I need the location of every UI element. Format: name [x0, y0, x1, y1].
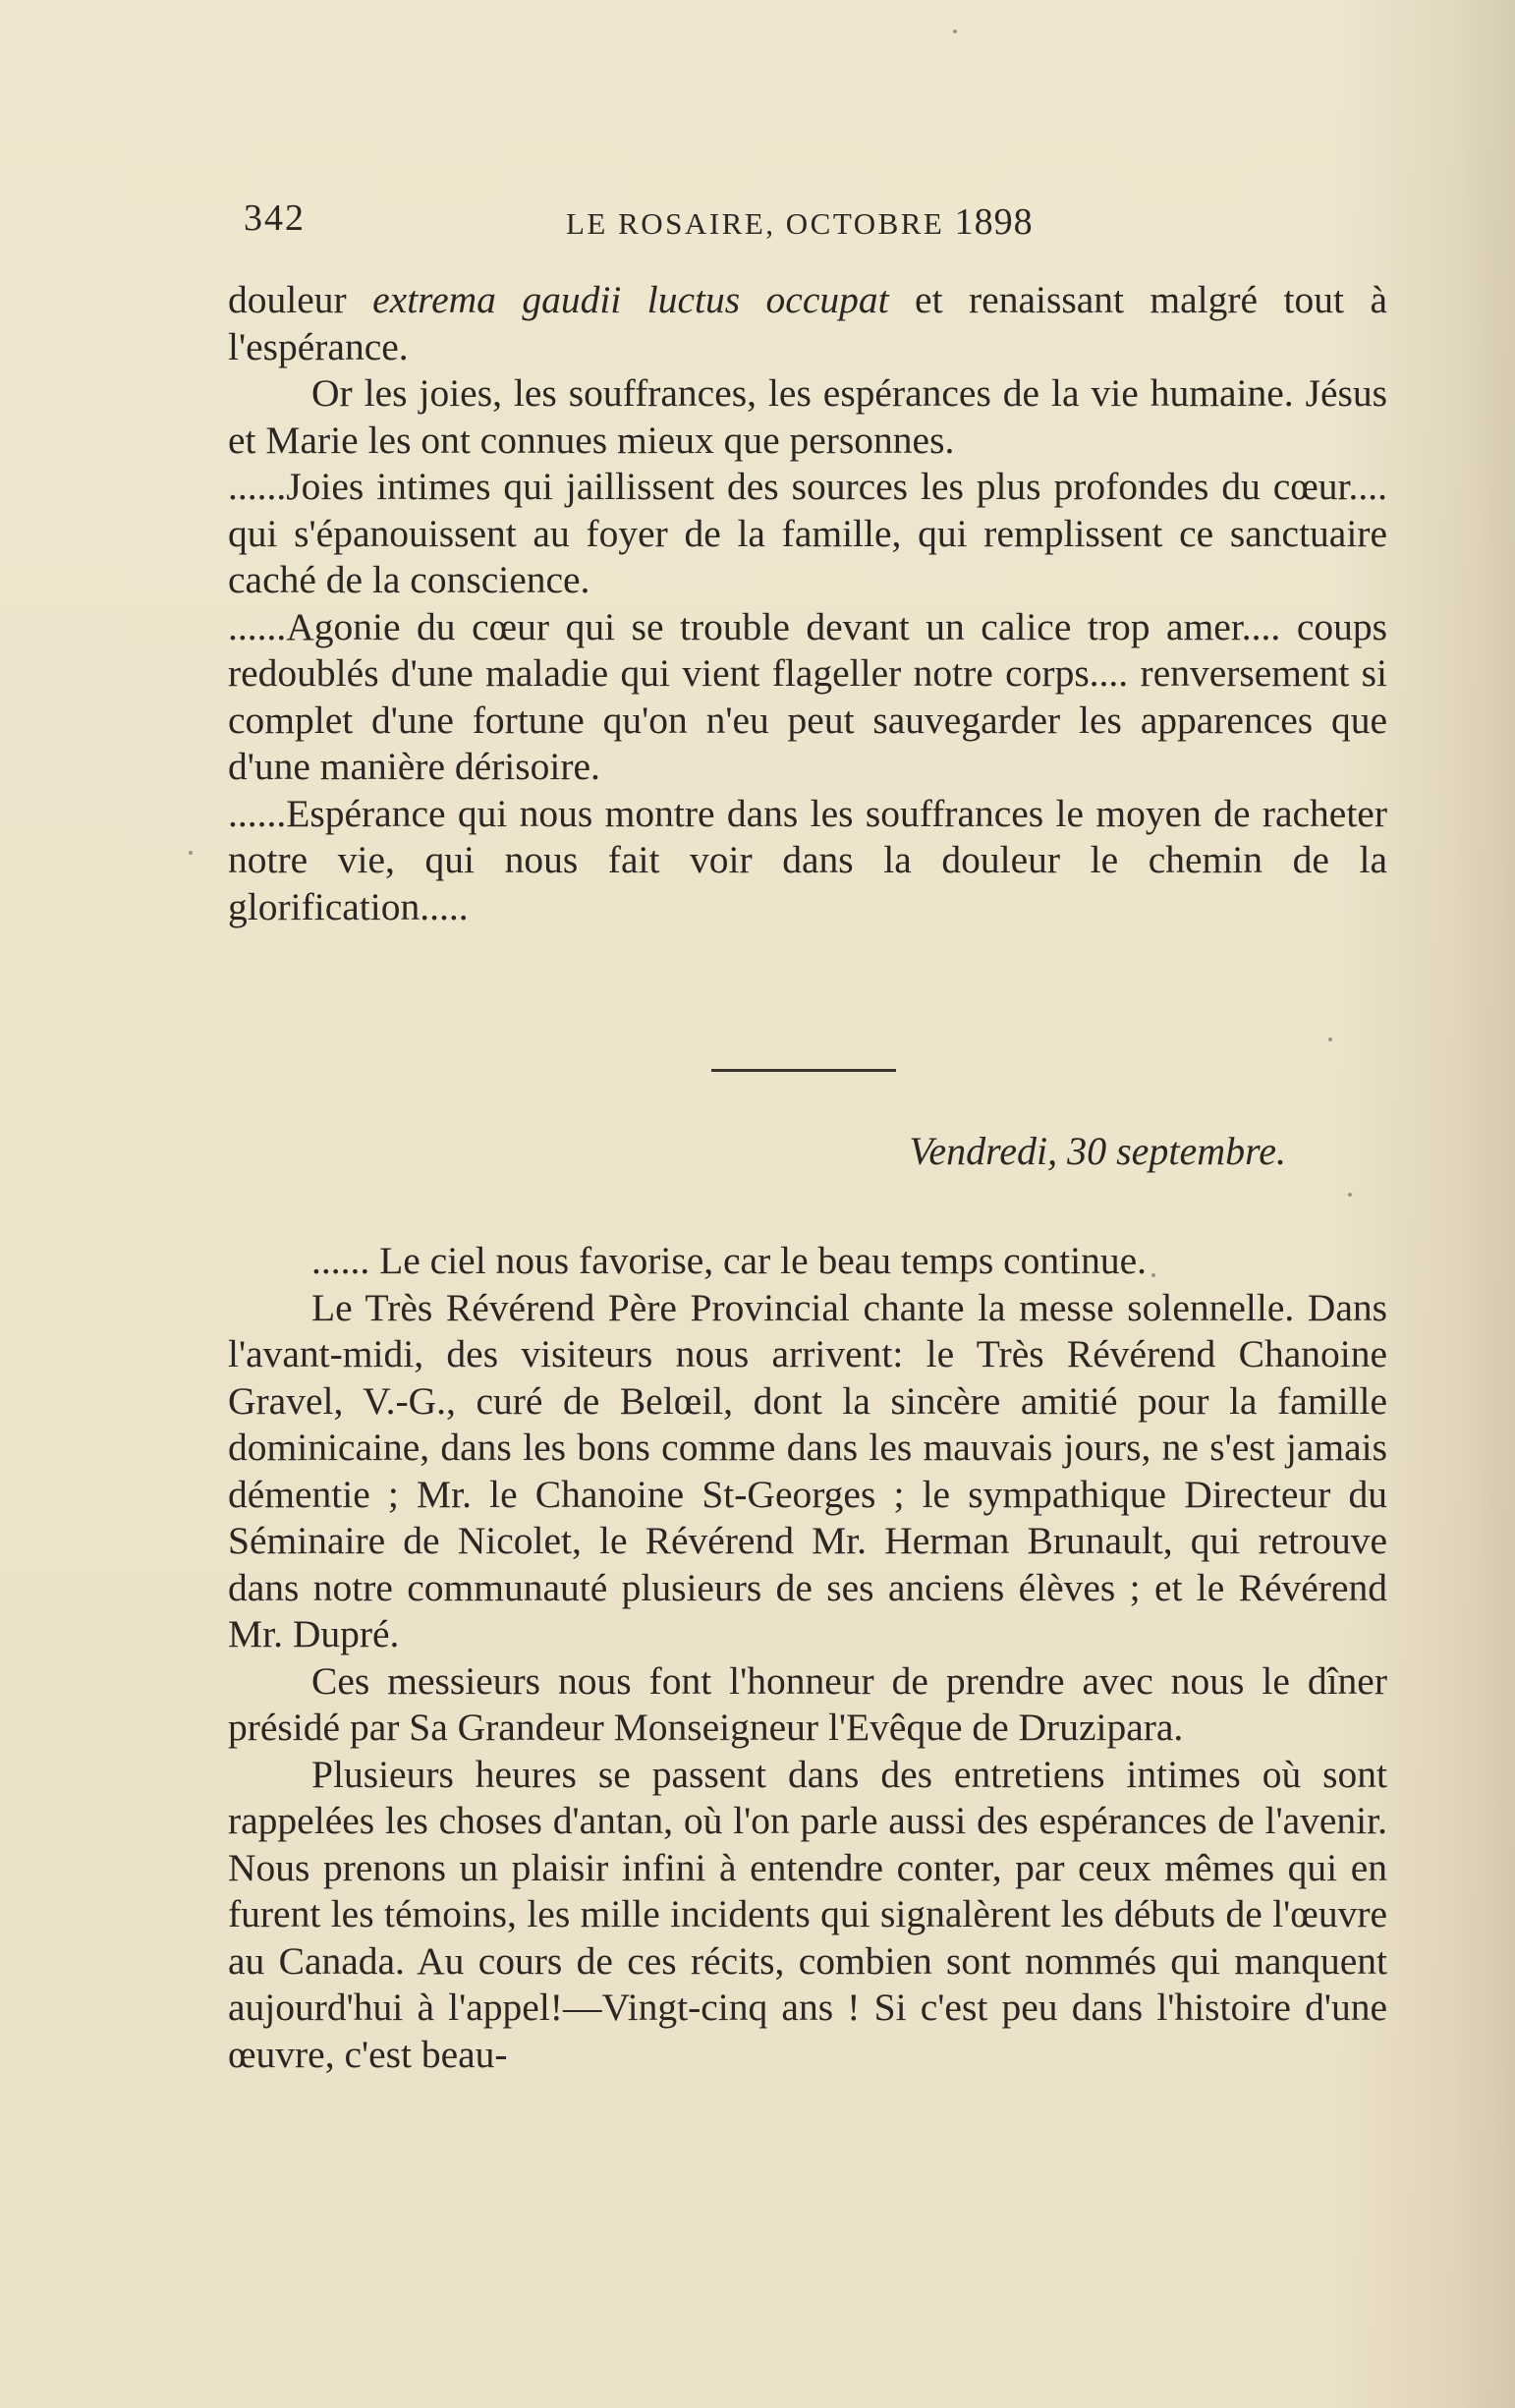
text-fragment: et renaissant malgré tout à l'espérance. [228, 278, 1387, 368]
text-block-top [228, 277, 1387, 930]
paragraph: Le Très Révérend Père Provincial chante la messe solennelle. Dans l'avant-midi, des visiteurs nous arrivent: le Très Révérend Chanoine Gravel, V.-G., curé de Belœil, dont la sincère amitié pour la famille dominicaine, dans les bons comme dans les mauvais jours, ne s'est jamais démentie ; Mr. le Chanoine St-Georges ; le sympathique Directeur du Séminaire de Nicolet, le Révérend Mr. Herman Brunault, qui retrouve dans notre communauté plusieurs de ses anciens élèves ; et le Révérend Mr. Dupré. [228, 1285, 1387, 1655]
paragraph: Plusieurs heures se passent dans des entretiens intimes où sont rappelées les choses d'antan, où l'on parle aussi des espérances de l'avenir. Nous prenons un plaisir infini à entendre conter, par ceux mêmes qui en furent les témoins, les mille incidents qui signalèrent les débuts de l'œuvre au Canada. Au cours de ces récits, combien sont nommés qui manquent aujourd'hui à l'appel!—Vingt-cinq ans ! Si c'est peu dans l'histoire d'une œuvre, c'est beau- [228, 1752, 1387, 2076]
paper-speck [953, 29, 957, 33]
paragraph: ......Joies intimes qui jaillissent des sources les plus profondes du cœur.... qui s'épanouissent au foyer de la famille, qui remplissent ce sanctuaire caché de la conscience. [228, 465, 1387, 601]
paragraph: ......Agonie du cœur qui se trouble devant un calice trop amer.... coups redoublés d'une maladie qui vient flageller notre corps.... renversement si complet d'une fortune qu'on n'eu peut sauvegarder les apparences que d'une manière dérisoire. [228, 604, 1387, 788]
dateline: Vendredi, 30 septembre. [909, 1129, 1286, 1173]
running-head-year: 1898 [954, 201, 1034, 243]
running-head-title: LE ROSAIRE, OCTOBRE [566, 206, 945, 241]
paragraph-continued [228, 277, 1387, 370]
page-number: 342 [244, 197, 306, 239]
text-block-bottom [228, 1238, 1387, 2078]
paragraph: Or les joies, les souffrances, les espérances de la vie humaine. Jésus et Marie les ont connues mieux que personnes. [228, 371, 1387, 462]
page-header [244, 196, 1108, 248]
section-divider [711, 1069, 896, 1072]
paragraph: ...... Le ciel nous favorise, car le beau temps continue. [311, 1239, 1148, 1282]
paragraph: Ces messieurs nous font l'honneur de prendre avec nous le dîner présidé par Sa Grandeur Monseigneur l'Evêque de Druzipara. [228, 1658, 1387, 1749]
paper-speck [1348, 1193, 1352, 1197]
paper-speck [1151, 1273, 1155, 1277]
paper-speck [1328, 1037, 1332, 1041]
paragraph: ......Espérance qui nous montre dans les souffrances le moyen de racheter notre vie, qui nous fait voir dans la douleur le chemin de la glorification..... [228, 791, 1387, 928]
paper-speck [189, 851, 193, 855]
running-head [566, 200, 1034, 244]
text-fragment: douleur [228, 278, 373, 321]
latin-quotation: extrema gaudii luctus occupat [372, 278, 889, 321]
